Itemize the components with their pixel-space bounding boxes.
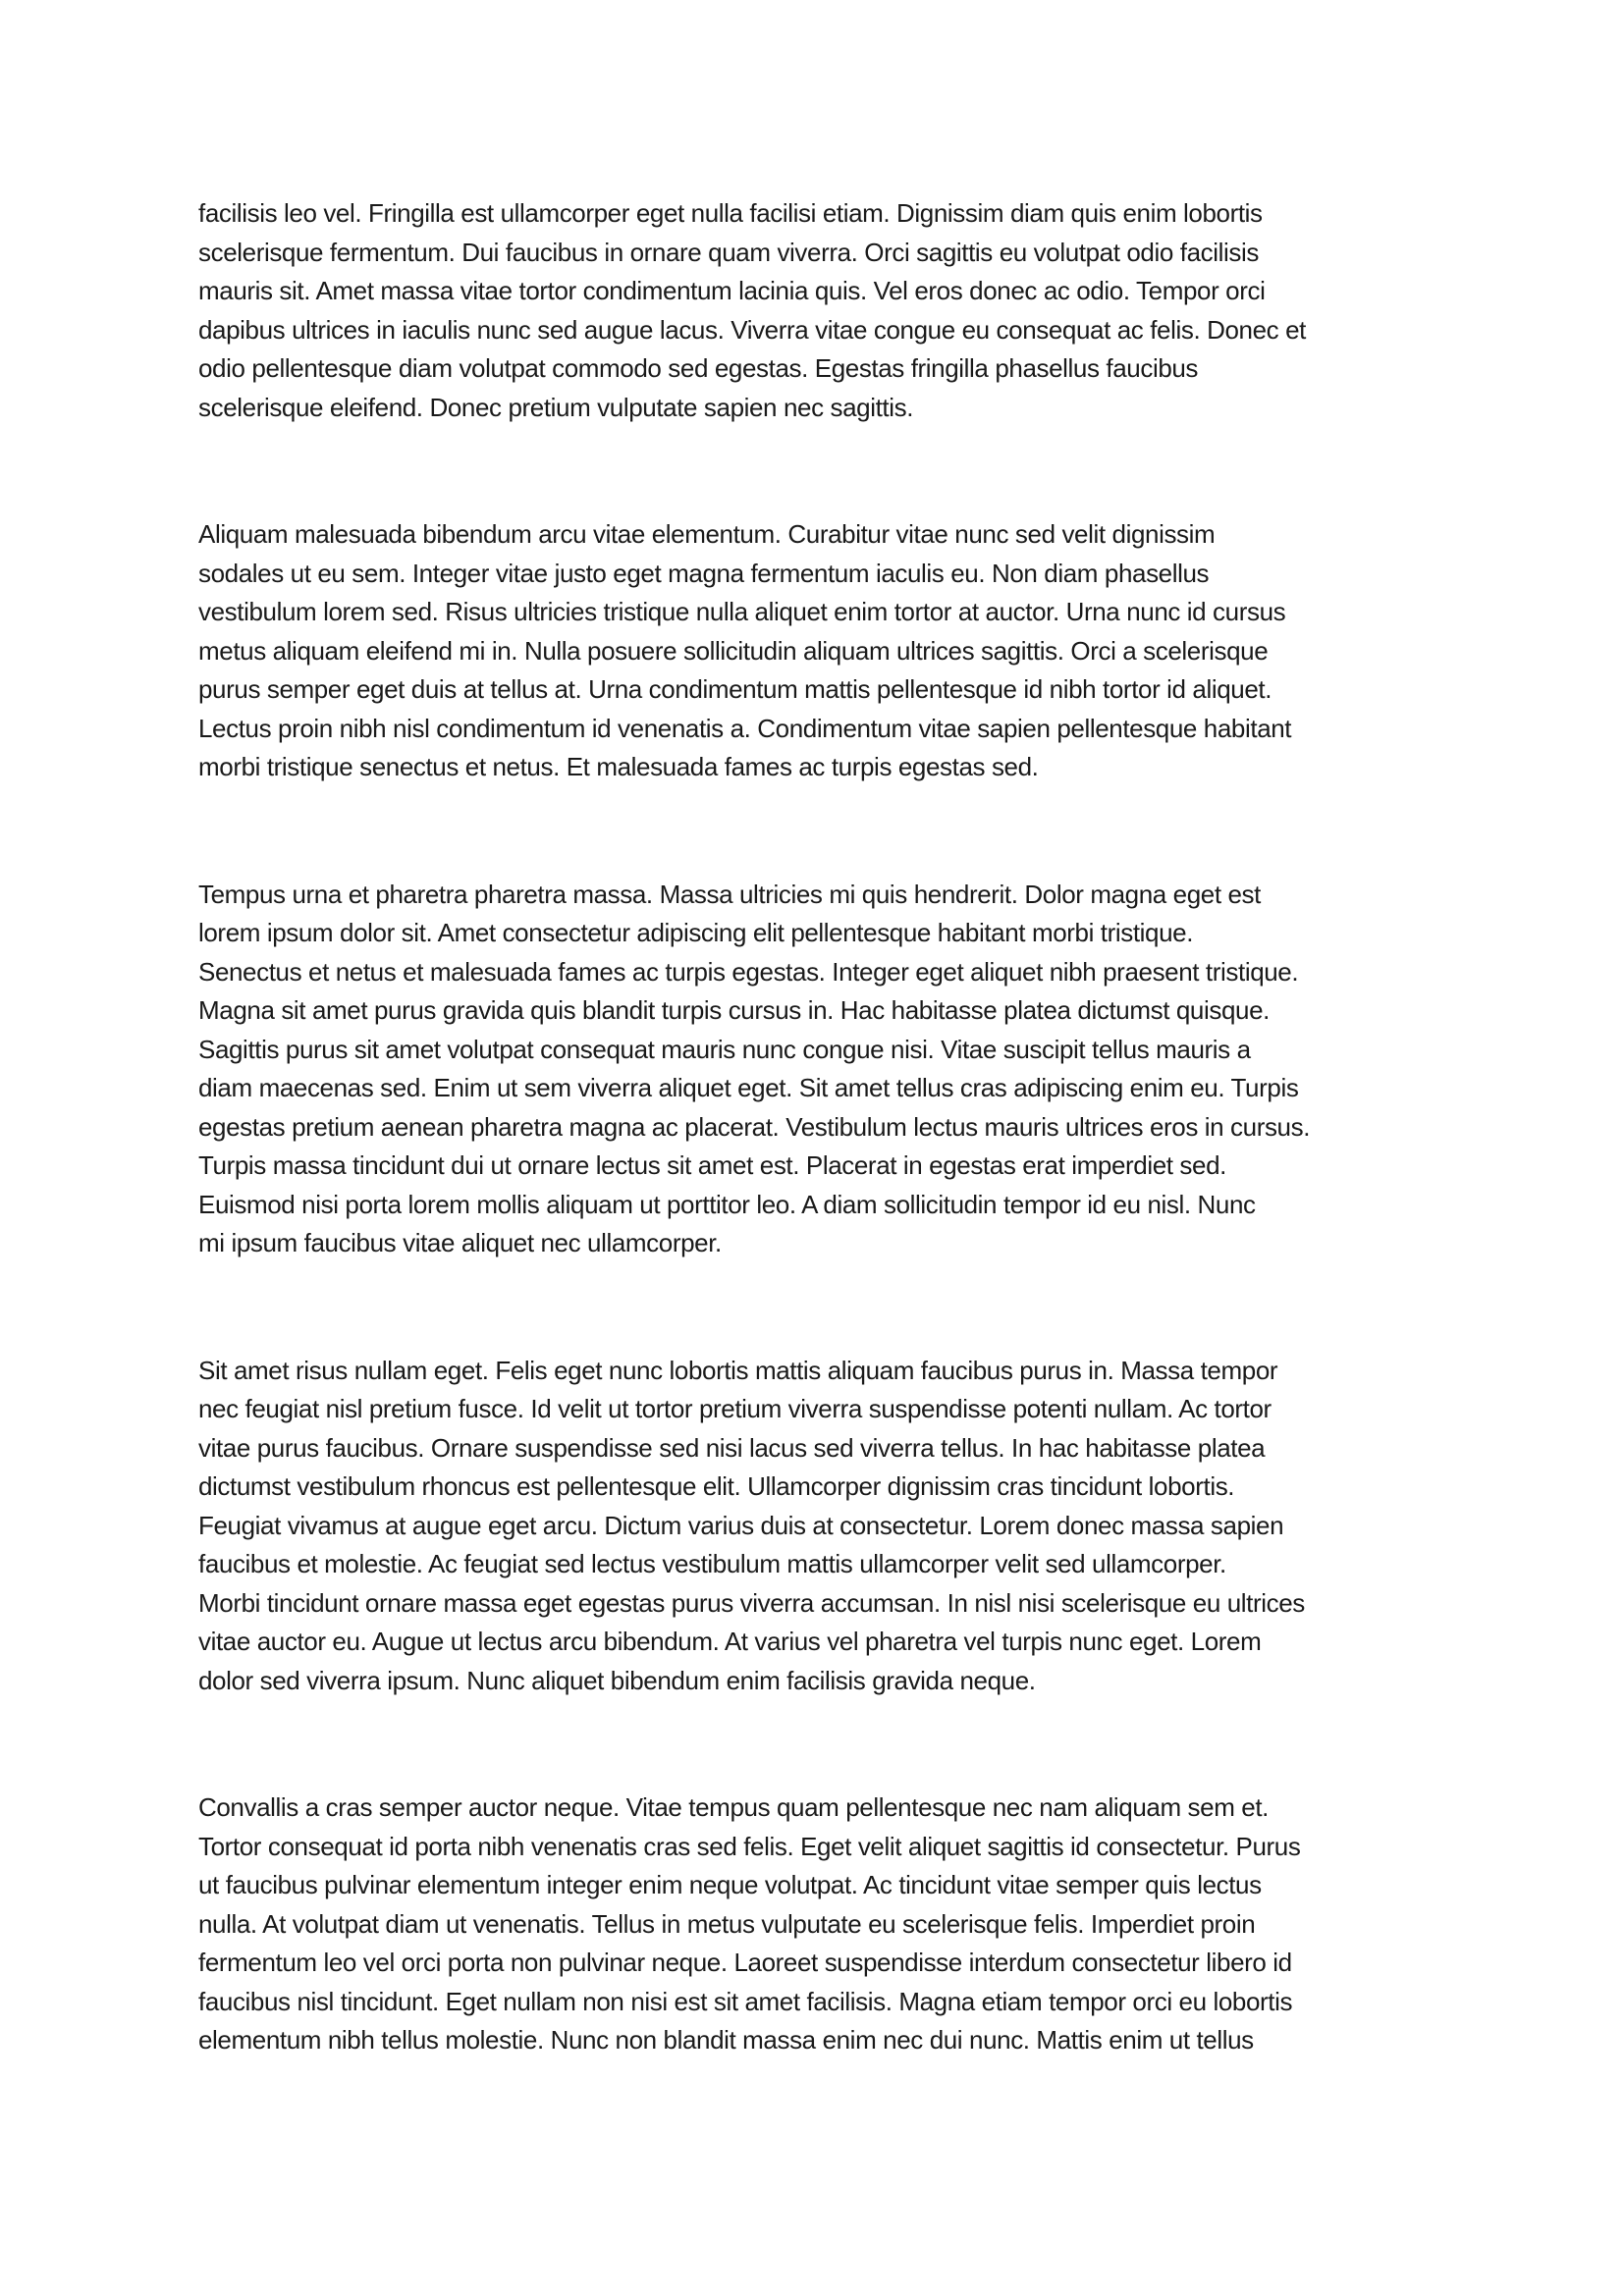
text-line: diam maecenas sed. Enim ut sem viverra aliquet eget. Sit amet tellus cras adipiscing enim eu. Turpis (198, 1073, 1299, 1102)
text-line: faucibus nisl tincidunt. Eget nullam non nisi est sit amet facilisis. Magna etiam tempor orci eu lobortis (198, 1986, 1293, 2016)
text-line: Aliquam malesuada bibendum arcu vitae elementum. Curabitur vitae nunc sed velit dignissim (198, 519, 1216, 549)
text-line: Sit amet risus nullam eget. Felis eget nunc lobortis mattis aliquam faucibus purus in. Massa tempor (198, 1355, 1278, 1385)
text-line: Magna sit amet purus gravida quis blandit turpis cursus in. Hac habitasse platea dictumst quisque. (198, 995, 1270, 1025)
paragraph-4 (198, 1352, 1447, 1701)
paragraph-2 (198, 515, 1447, 787)
text-line: Tortor consequat id porta nibh venenatis cras sed felis. Eget velit aliquet sagittis id consectetur. Purus (198, 1831, 1301, 1861)
text-line: morbi tristique senectus et netus. Et malesuada fames ac turpis egestas sed. (198, 752, 1039, 781)
text-line: nulla. At volutpat diam ut venenatis. Tellus in metus vulputate eu scelerisque felis. Imperdiet proin (198, 1908, 1256, 1939)
text-line: Sagittis purus sit amet volutpat consequat mauris nunc congue nisi. Vitae suscipit tellus mauris a (198, 1034, 1251, 1064)
text-line: fermentum leo vel orci porta non pulvinar neque. Laoreet suspendisse interdum consectetur libero id (198, 1948, 1292, 1977)
text-line: faucibus et molestie. Ac feugiat sed lectus vestibulum mattis ullamcorper velit sed ullamcorper. (198, 1549, 1226, 1578)
text-line: Feugiat vivamus at augue eget arcu. Dictum varius duis at consectetur. Lorem donec massa sapien (198, 1510, 1284, 1540)
text-line: lorem ipsum dolor sit. Amet consectetur adipiscing elit pellentesque habitant morbi tristique. (198, 918, 1194, 947)
text-line: Lectus proin nibh nisl condimentum id venenatis a. Condimentum vitae sapien pellentesque habitant (198, 713, 1292, 743)
text-line: mi ipsum faucibus vitae aliquet nec ullamcorper. (198, 1228, 722, 1257)
paragraph-3 (198, 876, 1447, 1263)
text-line: Senectus et netus et malesuada fames ac turpis egestas. Integer eget aliquet nibh praesent tristique. (198, 956, 1299, 987)
text-line: scelerisque eleifend. Donec pretium vulputate sapien nec sagittis. (198, 392, 914, 422)
text-line: ut faucibus pulvinar elementum integer enim neque volutpat. Ac tincidunt vitae semper quis lectus (198, 1870, 1262, 1899)
text-line: odio pellentesque diam volutpat commodo sed egestas. Egestas fringilla phasellus faucibus (198, 353, 1199, 383)
text-body (198, 194, 1447, 2149)
text-line: metus aliquam eleifend mi in. Nulla posuere sollicitudin aliquam ultrices sagittis. Orci a scelerisque (198, 635, 1269, 666)
text-line: dolor sed viverra ipsum. Nunc aliquet bibendum enim facilisis gravida neque. (198, 1665, 1036, 1695)
text-line: nec feugiat nisl pretium fusce. Id velit ut tortor pretium viverra suspendisse potenti nullam. Ac tortor (198, 1394, 1272, 1423)
text-line: vitae auctor eu. Augue ut lectus arcu bibendum. At varius vel pharetra vel turpis nunc eget. Lorem (198, 1627, 1262, 1656)
text-line: vitae purus faucibus. Ornare suspendisse sed nisi lacus sed viverra tellus. In hac habitasse platea (198, 1432, 1266, 1463)
text-line: facilisis leo vel. Fringilla est ullamcorper eget nulla facilisi etiam. Dignissim diam quis enim lobortis (198, 198, 1263, 228)
text-line: scelerisque fermentum. Dui faucibus in ornare quam viverra. Orci sagittis eu volutpat odio facilisis (198, 237, 1259, 267)
text-line: elementum nibh tellus molestie. Nunc non blandit massa enim nec dui nunc. Mattis enim ut tellus (198, 2025, 1254, 2055)
text-line: Convallis a cras semper auctor neque. Vitae tempus quam pellentesque nec nam aliquam sem et. (198, 1792, 1269, 1822)
text-line: mauris sit. Amet massa vitae tortor condimentum lacinia quis. Vel eros donec ac odio. Tempor orci (198, 276, 1266, 305)
text-line: Morbi tincidunt ornare massa eget egestas purus viverra accumsan. In nisl nisi scelerisque eu ultrices (198, 1587, 1305, 1618)
text-line: dictumst vestibulum rhoncus est pellentesque elit. Ullamcorper dignissim cras tincidunt lobortis. (198, 1471, 1235, 1501)
text-line: sodales ut eu sem. Integer vitae justo eget magna fermentum iaculis eu. Non diam phasellus (198, 558, 1210, 588)
paragraph-1 (198, 194, 1447, 427)
text-line: dapibus ultrices in iaculis nunc sed augue lacus. Viverra vitae congue eu consequat ac felis. Donec et (198, 314, 1306, 345)
text-line: Turpis massa tincidunt dui ut ornare lectus sit amet est. Placerat in egestas erat imperdiet sed. (198, 1150, 1226, 1180)
text-line: purus semper eget duis at tellus at. Urna condimentum mattis pellentesque id nibh tortor id aliquet. (198, 674, 1272, 704)
text-line: vestibulum lorem sed. Risus ultricies tristique nulla aliquet enim tortor at auctor. Urna nunc id cursus (198, 597, 1286, 626)
text-line: Euismod nisi porta lorem mollis aliquam ut porttitor leo. A diam sollicitudin tempor id eu nisl. Nunc (198, 1189, 1256, 1219)
text-line: egestas pretium aenean pharetra magna ac placerat. Vestibulum lectus mauris ultrices eros in cursus. (198, 1111, 1311, 1142)
text-line: Tempus urna et pharetra pharetra massa. Massa ultricies mi quis hendrerit. Dolor magna eget est (198, 879, 1261, 909)
paragraph-5 (198, 1789, 1447, 2060)
